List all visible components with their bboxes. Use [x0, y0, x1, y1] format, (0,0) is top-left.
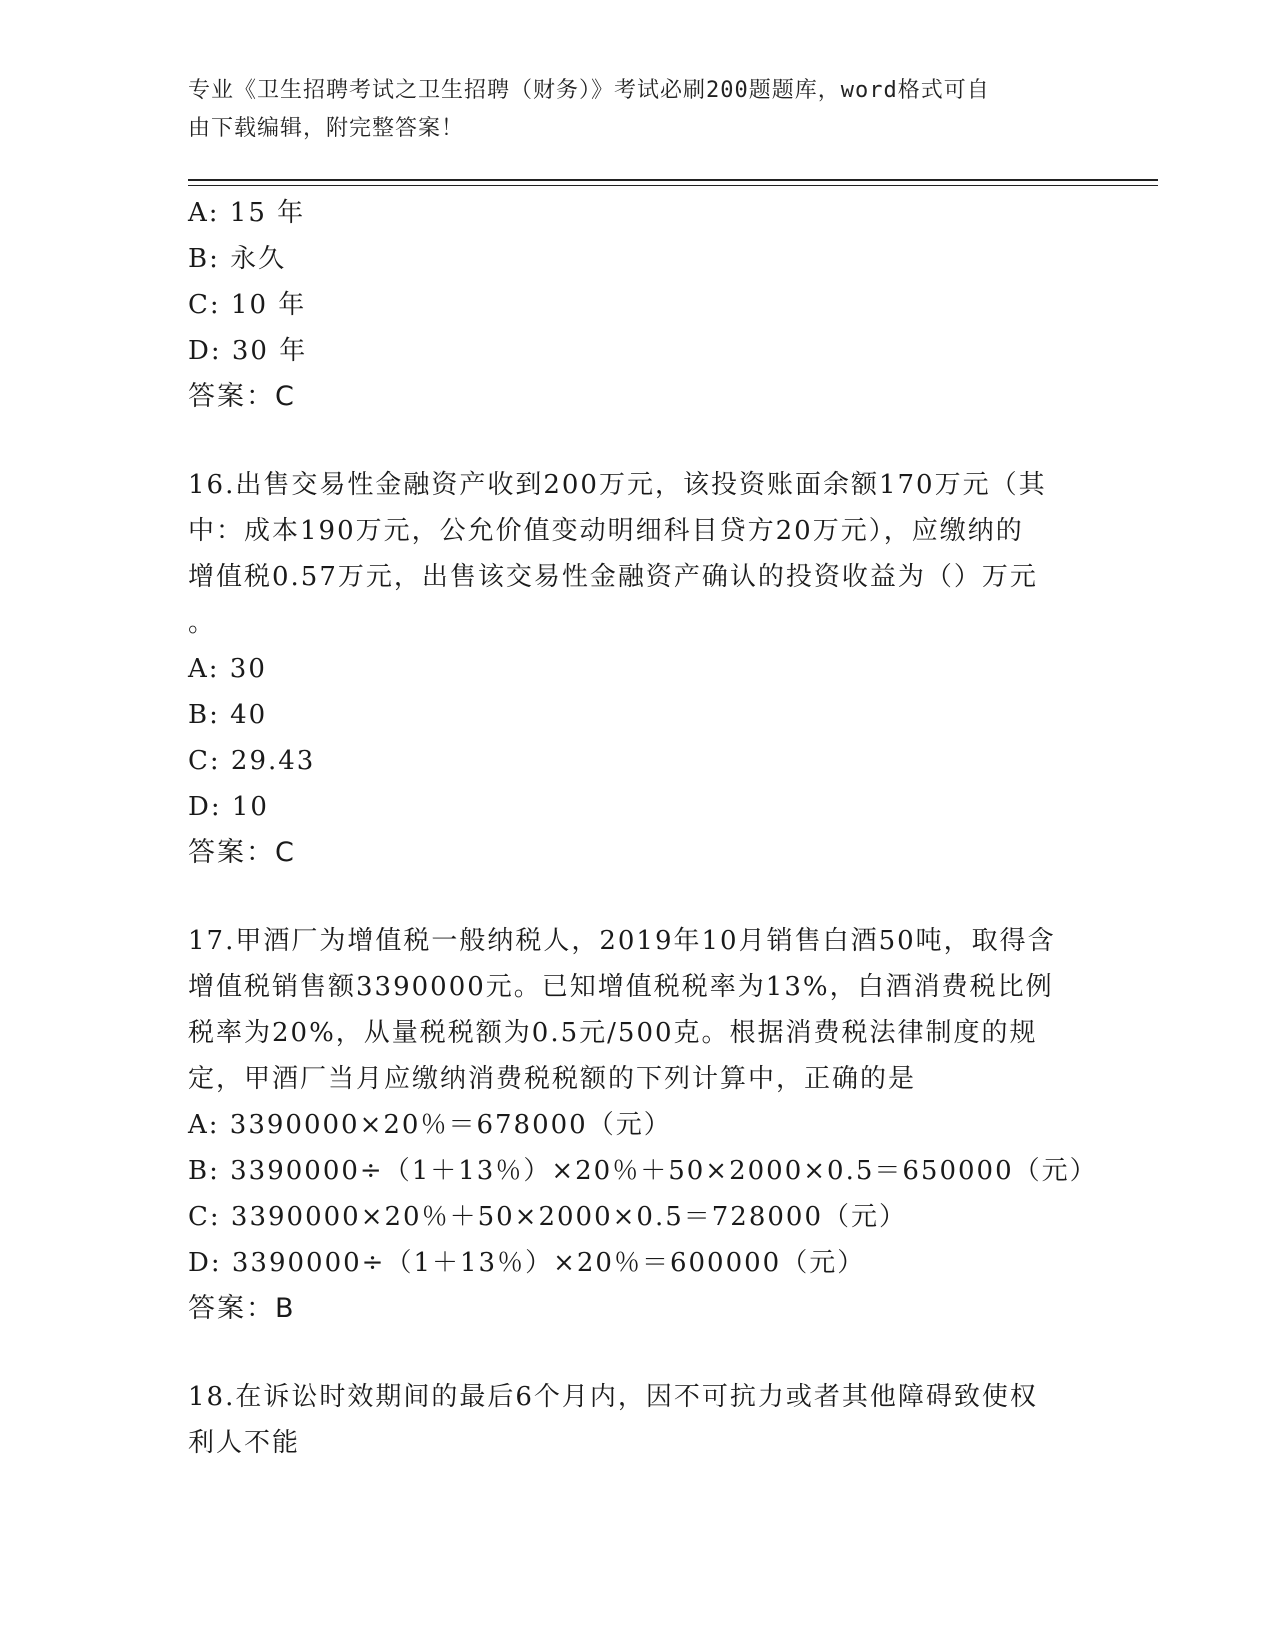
question-text-line: 16.出售交易性金融资产收到200万元，该投资账面余额170万元（其 [188, 470, 1047, 500]
answer-line: 答案：C [188, 837, 296, 868]
question-15-block [188, 190, 1088, 420]
question-text-line: 18.在诉讼时效期间的最后6个月内，因不可抗力或者其他障碍致使权 [188, 1382, 1038, 1412]
option-d: D: 3390000÷（1＋13％）×20％＝600000（元） [188, 1248, 866, 1278]
question-17-block [188, 918, 1098, 1332]
header-line-1: 专业《卫生招聘考试之卫生招聘（财务）》考试必刷200题题库，word格式可自 [188, 78, 990, 103]
document-header [188, 72, 1078, 148]
question-text-line: 。 [188, 608, 217, 638]
question-text-line: 增值税0.57万元，出售该交易性金融资产确认的投资收益为（）万元 [188, 562, 1038, 592]
document-body [188, 190, 1098, 1466]
question-text-line: 中：成本190万元，公允价值变动明细科目贷方20万元），应缴纳的 [188, 516, 1024, 546]
option-a: A: 30 [188, 654, 267, 684]
option-b: B: 40 [188, 700, 268, 730]
header-divider-thin [188, 185, 1158, 186]
answer-line: 答案：C [188, 381, 296, 412]
question-text-line: 利人不能 [188, 1428, 301, 1458]
option-c: C: 29.43 [188, 746, 316, 776]
question-text-line: 定，甲酒厂当月应缴纳消费税税额的下列计算中，正确的是 [188, 1064, 917, 1094]
question-18-block [188, 1374, 1088, 1466]
option-a: A: 15 年 [188, 198, 306, 228]
option-c: C: 10 年 [188, 290, 307, 320]
answer-line: 答案：B [188, 1293, 296, 1324]
option-a: A: 3390000×20％＝678000（元） [188, 1110, 672, 1140]
question-text-line: 增值税销售额3390000元。已知增值税税率为13%，白酒消费税比例 [188, 972, 1054, 1002]
question-16-block [188, 462, 1088, 876]
option-b: B: 永久 [188, 244, 287, 274]
question-text-line: 税率为20%，从量税税额为0.5元/500克。根据消费税法律制度的规 [188, 1018, 1038, 1048]
option-c: C: 3390000×20％＋50×2000×0.5＝728000（元） [188, 1202, 908, 1232]
header-line-2: 由下载编辑，附完整答案！ [188, 116, 465, 141]
option-d: D: 30 年 [188, 336, 308, 366]
question-text-line: 17.甲酒厂为增值税一般纳税人，2019年10月销售白酒50吨，取得含 [188, 926, 1056, 956]
header-divider-thick [188, 179, 1158, 181]
option-d: D: 10 [188, 792, 269, 822]
option-b: B: 3390000÷（1＋13％）×20％＋50×2000×0.5＝650000（元） [188, 1156, 1098, 1186]
